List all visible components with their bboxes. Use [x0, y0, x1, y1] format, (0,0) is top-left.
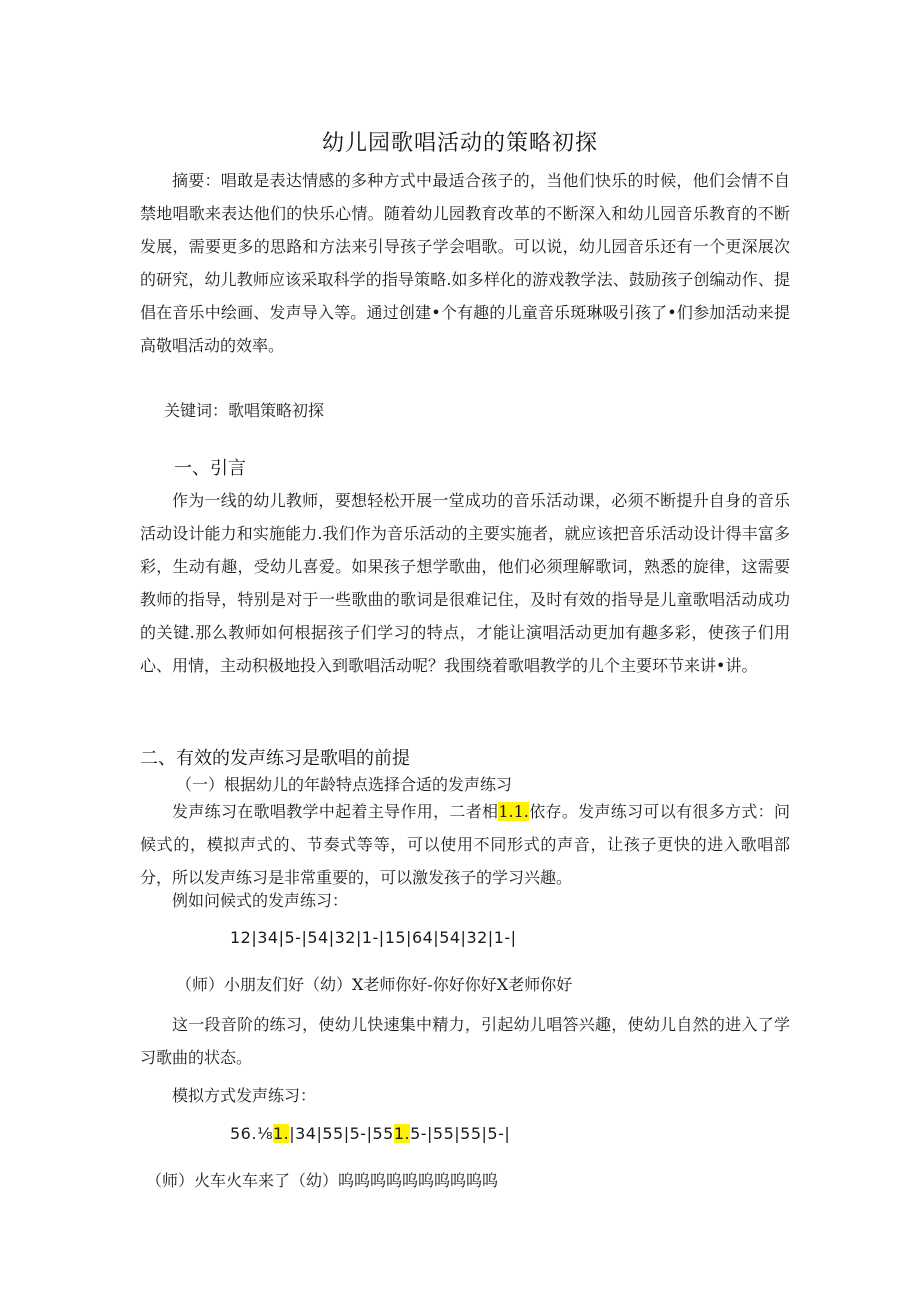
highlighted-text: 1.1. — [498, 802, 529, 821]
section2-heading: 二、有效的发声练习是歌唱的前提 — [140, 748, 410, 769]
explain-paragraph-1: 这一段音阶的练习，使幼儿快速集中精力，引起幼儿唱答兴趣，使幼儿自然的进入了学习歌曲的状态。 — [140, 1015, 790, 1067]
example2-intro: 模拟方式发声练习： — [172, 1086, 317, 1105]
section2-subheading: （一）根据幼儿的年龄特点选择合适的发声练习 — [176, 775, 513, 794]
notation2-part-a: 56.⅛ — [230, 1124, 273, 1143]
dialogue-line-2: （师）火车火车来了（幼）呜呜呜呜呜呜呜呜呜呜 — [146, 1171, 499, 1190]
notation2-highlight-2: 1. — [393, 1124, 411, 1143]
notation-line-2 — [230, 1124, 510, 1143]
notation2-highlight-1: 1. — [272, 1124, 290, 1143]
section2-body-post: 依存。发声练习可以有很多方式：问候式的，模拟声式的、节奏式等等，可以使用不同形式的声音，让孩子更快的进入歌唱部分，所以发声练习是非常重要的，可以激发孩子的学习兴趣。 — [140, 802, 790, 887]
section2-body-pre: 发声练习在歌唱教学中起着主导作用，二者相 — [172, 802, 499, 821]
notation2-part-c: 5-|55|55|5-| — [410, 1124, 511, 1143]
dialogue-line-1: （师）小朋友们好（幼）X老师你好-你好你好X老师你好 — [176, 975, 573, 994]
section1-heading: 一、引言 — [174, 458, 246, 479]
section2-body — [140, 795, 790, 894]
keywords-label: 关键词： — [164, 401, 229, 420]
keywords-value: 歌唱策略初探 — [228, 401, 325, 420]
section1-body: 作为一线的幼儿教师，要想轻松开展一堂成功的音乐活动课，必须不断提升自身的音乐活动设计能力和实施能力.我们作为音乐活动的主要实施者，就应该把音乐活动设计得丰富多彩，生动有趣，受幼儿喜爱。如果孩子想学歌曲，他们必须理解歌词，熟悉的旋律，这需要教师的指导，特别是对于一些歌曲的歌词是很难记住，及时有效的指导是儿童歌唱活动成功的关键.那么教师如何根据孩子们学习的特点，才能让演唱活动更加有趣多彩，使孩子们用心、用情，主动积极地投入到歌唱活动呢？我围绕着歌唱教学的儿个主要环节来讲•讲。 — [140, 491, 790, 675]
abstract-paragraph: 摘要：唱敢是表达情感的多种方式中最适合孩子的，当他们快乐的时候，他们会情不自禁地唱歌来表达他们的快乐心情。随着幼儿园教育改革的不断深入和幼儿园音乐教育的不断发展，需要更多的思路和方法来引导孩子学会唱歌。可以说，幼儿园音乐还有一个更深展次的研究，幼儿教师应该采取科学的指导策略.如多样化的游戏教学法、鼓励孩子创编动作、提倡在音乐中绘画、发声导入等。通过创建•个有趣的儿童音乐斑琳吸引孩了•们参加活动来提高敬唱活动的效率。 — [140, 171, 790, 355]
notation2-part-b: |34|55|5-|55 — [289, 1124, 394, 1143]
keywords-line — [164, 398, 324, 421]
notation-line-1: 12|34|5-|54|32|1-|15|64|54|32|1-| — [230, 928, 517, 947]
document-title: 幼儿园歌唱活动的策略初探 — [321, 131, 598, 156]
example1-intro: 例如问候式的发声练习： — [172, 891, 349, 910]
